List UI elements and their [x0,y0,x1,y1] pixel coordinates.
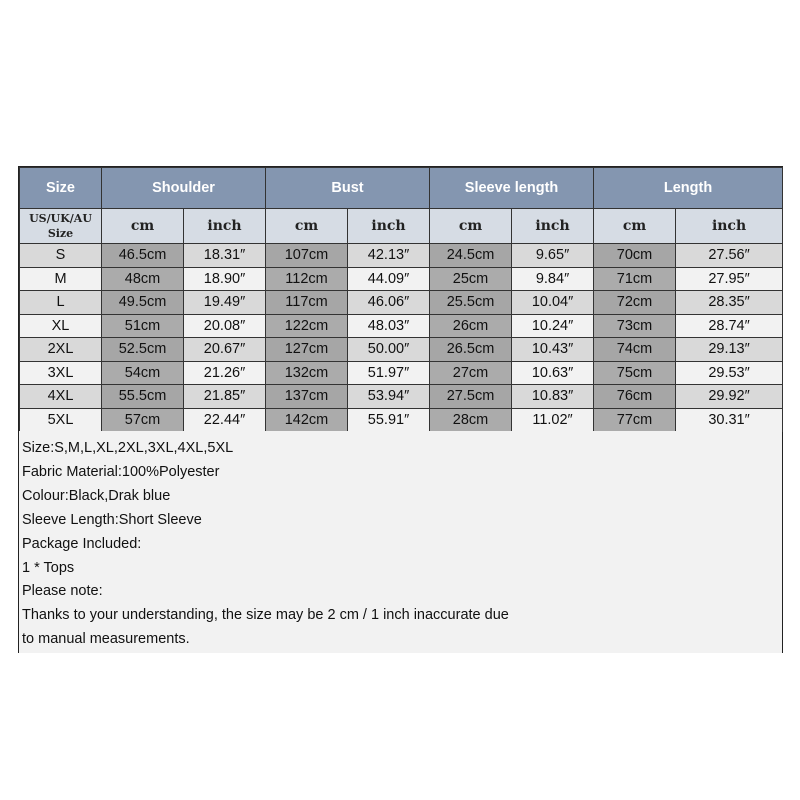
length-inch-cell: 27.95″ [676,267,783,291]
note-sizes: Size:S,M,L,XL,2XL,3XL,4XL,5XL [22,440,234,456]
shoulder-inch-cell: 18.90″ [184,267,266,291]
size-region-line1: US/UK/AU [29,212,92,225]
sleeve-cm-cell: 26.5cm [430,338,512,362]
size-region-line2: Size [47,227,74,240]
sleeve-inch-cell: 9.84″ [512,267,594,291]
header-shoulder: Shoulder [102,168,266,209]
length-cm-cell: 76cm [594,385,676,409]
sleeve-inch-cell: 10.04″ [512,291,594,315]
note-disclaimer-line1: Thanks to your understanding, the size may be 2 cm / 1 inch inaccurate due [22,607,509,624]
bust-inch-cell: 44.09″ [348,267,430,291]
shoulder-cm-cell: 46.5cm [102,244,184,268]
header-row [20,168,783,209]
bust-cm-cell: 117cm [266,291,348,315]
length-cm-cell: 75cm [594,361,676,385]
sleeve-cm-cell: 24.5cm [430,244,512,268]
table-row [20,408,783,432]
size-cell: 5XL [20,408,102,432]
header-length: Length [594,168,783,209]
length-cm-cell: 74cm [594,338,676,362]
table-row [20,291,783,315]
size-region-label [20,209,102,244]
size-cell: 4XL [20,385,102,409]
length-inch-cell: 27.56″ [676,244,783,268]
table-row [20,314,783,338]
bust-inch-cell: 46.06″ [348,291,430,315]
length-inch-cell: 29.53″ [676,361,783,385]
length-cm-cell: 77cm [594,408,676,432]
sleeve-cm-cell: 25cm [430,267,512,291]
length-cm-cell: 71cm [594,267,676,291]
shoulder-inch-cell: 19.49″ [184,291,266,315]
unit-cm: cm [266,209,348,244]
shoulder-inch-cell: 21.85″ [184,385,266,409]
length-cm-cell: 72cm [594,291,676,315]
length-inch-cell: 30.31″ [676,408,783,432]
size-chart-sheet [18,166,783,653]
unit-inch: inch [348,209,430,244]
note-package-item: 1 * Tops [22,559,75,576]
size-cell: M [20,267,102,291]
shoulder-inch-cell: 21.26″ [184,361,266,385]
sleeve-inch-cell: 9.65″ [512,244,594,268]
bust-cm-cell: 122cm [266,314,348,338]
table-row [20,338,783,362]
bust-cm-cell: 137cm [266,385,348,409]
sleeve-cm-cell: 27cm [430,361,512,385]
unit-cm: cm [594,209,676,244]
note-sleeve: Sleeve Length:Short Sleeve [22,511,202,528]
sleeve-inch-cell: 10.24″ [512,314,594,338]
note-disclaimer-line2: to manual measurements. [22,631,190,648]
size-table [19,167,783,432]
note-please-note: Please note: [22,583,103,600]
size-cell: S [20,244,102,268]
header-sleeve-length: Sleeve length [430,168,594,209]
unit-inch: inch [676,209,783,244]
bust-cm-cell: 107cm [266,244,348,268]
bust-inch-cell: 53.94″ [348,385,430,409]
length-cm-cell: 73cm [594,314,676,338]
unit-inch: inch [512,209,594,244]
size-cell: 3XL [20,361,102,385]
sleeve-cm-cell: 27.5cm [430,385,512,409]
shoulder-cm-cell: 49.5cm [102,291,184,315]
shoulder-inch-cell: 20.08″ [184,314,266,338]
table-row [20,244,783,268]
size-cell: XL [20,314,102,338]
sleeve-inch-cell: 11.02″ [512,408,594,432]
shoulder-inch-cell: 20.67″ [184,338,266,362]
header-bust: Bust [266,168,430,209]
bust-inch-cell: 48.03″ [348,314,430,338]
size-cell: L [20,291,102,315]
bust-inch-cell: 51.97″ [348,361,430,385]
shoulder-cm-cell: 57cm [102,408,184,432]
length-inch-cell: 29.92″ [676,385,783,409]
shoulder-inch-cell: 18.31″ [184,244,266,268]
shoulder-cm-cell: 52.5cm [102,338,184,362]
bust-cm-cell: 112cm [266,267,348,291]
bust-cm-cell: 132cm [266,361,348,385]
shoulder-cm-cell: 51cm [102,314,184,338]
bust-inch-cell: 42.13″ [348,244,430,268]
header-size: Size [20,168,102,209]
table-row [20,361,783,385]
shoulder-cm-cell: 55.5cm [102,385,184,409]
size-cell: 2XL [20,338,102,362]
bust-cm-cell: 127cm [266,338,348,362]
sleeve-cm-cell: 26cm [430,314,512,338]
length-cm-cell: 70cm [594,244,676,268]
bust-inch-cell: 55.91″ [348,408,430,432]
note-fabric: Fabric Material:100%Polyester [22,463,220,480]
unit-inch: inch [184,209,266,244]
product-notes [19,431,782,653]
length-inch-cell: 28.74″ [676,314,783,338]
sleeve-inch-cell: 10.83″ [512,385,594,409]
unit-cm: cm [102,209,184,244]
sleeve-inch-cell: 10.43″ [512,338,594,362]
unit-cm: cm [430,209,512,244]
table-row [20,267,783,291]
shoulder-cm-cell: 54cm [102,361,184,385]
shoulder-cm-cell: 48cm [102,267,184,291]
length-inch-cell: 28.35″ [676,291,783,315]
table-row [20,385,783,409]
bust-cm-cell: 142cm [266,408,348,432]
length-inch-cell: 29.13″ [676,338,783,362]
unit-row [20,209,783,244]
shoulder-inch-cell: 22.44″ [184,408,266,432]
note-colour: Colour:Black,Drak blue [22,487,171,504]
sleeve-cm-cell: 25.5cm [430,291,512,315]
sleeve-cm-cell: 28cm [430,408,512,432]
bust-inch-cell: 50.00″ [348,338,430,362]
sleeve-inch-cell: 10.63″ [512,361,594,385]
note-package-label: Package Included: [22,535,142,552]
